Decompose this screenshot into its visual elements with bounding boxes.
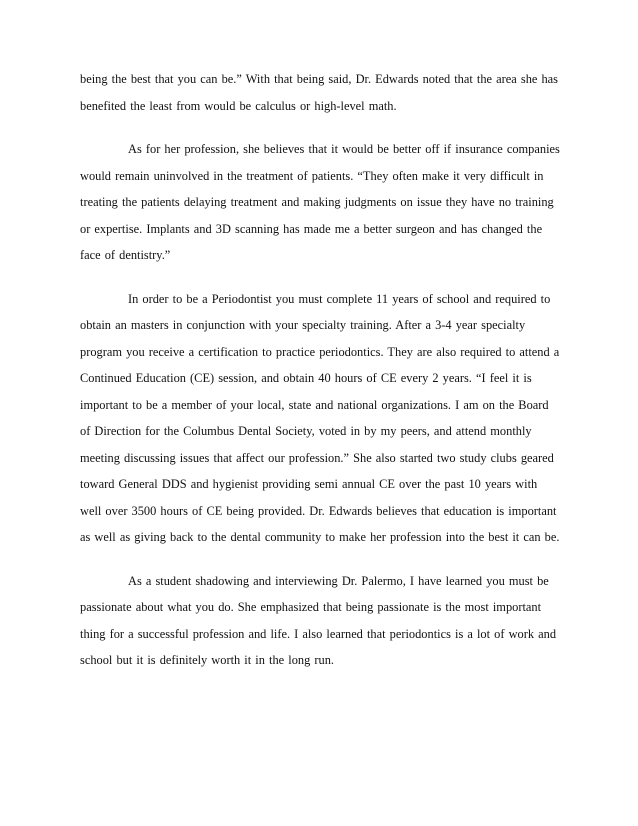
paragraph-continuation: being the best that you can be.” With that being said, Dr. Edwards noted that the area she has benefited the least from would be calculus or high-level math. — [80, 72, 559, 113]
document-body — [80, 66, 560, 674]
paragraph-profession: As for her profession, she believes that it would be better off if insurance companies would remain uninvolved in the treatment of patients. “They often make it very difficult in treating the patients delaying treatment and making judgments on issue they have no training or expertise. Implants and 3D scanning has made me a better surgeon and has changed the face of dentistry.” — [80, 142, 560, 262]
paragraph-conclusion: As a student shadowing and interviewing Dr. Palermo, I have learned you must be passionate about what you do. She emphasized that being passionate is the most important thing for a successful profession and life. I also learned that periodontics is a lot of work and school but it is definitely worth it in the long run. — [80, 573, 557, 667]
paragraph-requirements: In order to be a Periodontist you must complete 11 years of school and required to obtain an masters in conjunction with your specialty training. After a 3-4 year specialty program you receive a certification to practice periodontics. They are also required to attend a Continued Education (CE) session, and obtain 40 hours of CE every 2 years. “I feel it is important to be a member of your local, state and national organizations. I am on the Board of Direction for the Columbus Dental Society, voted in by my peers, and attend monthly meeting discussing issues that affect our profession.” She also started two study clubs geared toward General DDS and hygienist providing semi annual CE over the past 10 years with well over 3500 hours of CE being provided. Dr. Edwards believes that education is important as well as giving back to the dental community to make her profession into the best it can be. — [80, 291, 560, 544]
